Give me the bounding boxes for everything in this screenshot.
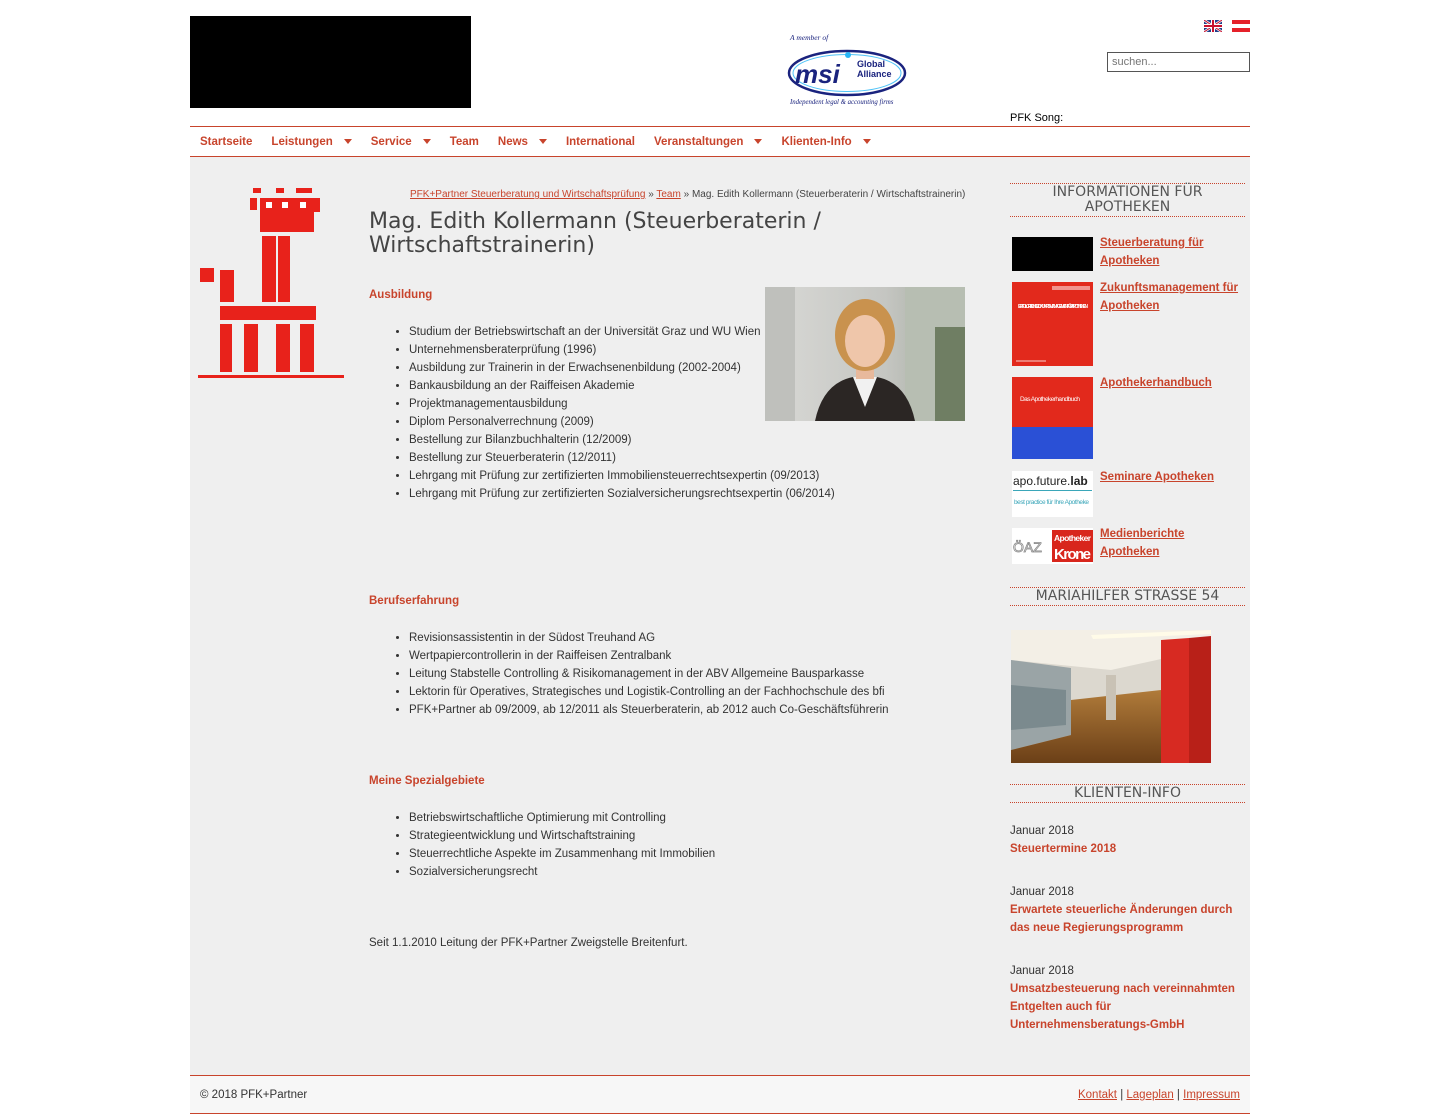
breadcrumb-separator: » (648, 189, 654, 200)
breadcrumb (410, 189, 965, 200)
chevron-down-icon (344, 139, 352, 144)
list-item: • Bankausbildung an der Raiffeisen Akademie (409, 377, 1199, 395)
pfk-emblem-logo (196, 186, 346, 380)
nav-label: Leistungen (271, 135, 333, 148)
news-title-link[interactable]: Umsatzbesteuerung nach vereinnahmten Entgelten auch für Unternehmensberatungs-GmbH (1010, 983, 1235, 1031)
list-item: • Wertpapiercontrollerin in der Raiffeisen Zentralbank (409, 647, 1029, 665)
list-item: • PFK+Partner ab 09/2009, ab 12/2011 als Steuerberaterin, ab 2012 auch Co-Geschäftsführerin (409, 701, 1029, 719)
sidebar-link[interactable]: Zukunftsmanagement für Apotheken (1100, 282, 1239, 312)
news-title-link[interactable]: Steuertermine 2018 (1010, 843, 1117, 855)
footer-link-lageplan[interactable]: Lageplan (1126, 1089, 1174, 1101)
msi-wordmark: msi (795, 59, 840, 89)
list-item: • Lehrgang mit Prüfung zur zertifizierten Sozialversicherungsrechtsexpertin (06/2014) (409, 485, 1199, 503)
news-date: Januar 2018 (1010, 965, 1074, 977)
nav-international[interactable] (566, 136, 635, 148)
thumb-text: apo.future. (1013, 474, 1071, 488)
news-item (1010, 822, 1240, 858)
media-logos-thumbnail[interactable] (1012, 528, 1093, 564)
thumb-text: best practice für Ihre Apotheke (1014, 499, 1089, 506)
widget-title-pharmacy: INFORMATIONEN FÜR APOTHEKEN (1010, 183, 1245, 217)
sidebar-link[interactable]: Apothekerhandbuch (1100, 377, 1212, 389)
austrian-flag-icon[interactable] (1232, 20, 1250, 32)
page-title: Mag. Edith Kollermann (Steuerberaterin / Wirtschaftstrainerin) (369, 209, 821, 258)
footer-link-kontakt[interactable]: Kontakt (1077, 1089, 1117, 1101)
thumbnail[interactable] (1012, 237, 1093, 271)
svg-text:apo.future.lab (1013, 474, 1088, 488)
nav-startseite[interactable] (200, 136, 252, 148)
msi-alliance-text: Alliance (857, 69, 892, 79)
list-item: • Strategieentwicklung und Wirtschaftstraining (409, 827, 1029, 845)
nav-label: News (497, 135, 528, 148)
nav-service[interactable] (371, 136, 431, 148)
sidebar-item-apothekerhandbuch (1012, 374, 1244, 459)
pfk-song-label: PFK Song: (1010, 112, 1064, 124)
sidebar-item-seminare (1012, 468, 1244, 517)
search-input[interactable] (1107, 52, 1250, 72)
nav-label: International (565, 135, 635, 148)
thumb-text: ÖAZ (1013, 539, 1042, 555)
list-item: • Lehrgang mit Prüfung zur zertifizierten Immobiliensteuerrechtsexpertin (09/2013) (409, 467, 1199, 485)
main-navigation (190, 126, 1250, 157)
list-item: • Lektorin für Operatives, Strategisches und Logistik-Controlling an der Fachhochschule des bfi (409, 683, 1029, 701)
chevron-down-icon (423, 139, 431, 144)
list-item: • Unternehmensberaterprüfung (1996) (409, 341, 799, 359)
widget-title-address: MARIAHILFER STRASSE 54 (1010, 587, 1245, 606)
msi-member-text: A member of (790, 33, 829, 42)
footer-separator: | (1120, 1089, 1124, 1101)
book-cover-thumbnail[interactable] (1012, 377, 1093, 459)
sidebar-link[interactable]: Seminare Apotheken (1100, 471, 1214, 483)
news-item (1010, 962, 1240, 1034)
nav-label: Service (370, 135, 412, 148)
widget-title-klienten-info: KLIENTEN-INFO (1010, 784, 1245, 803)
thumb-text: Apotheker (1054, 533, 1091, 543)
nav-label: Veranstaltungen (653, 135, 744, 148)
nav-team[interactable] (450, 136, 479, 148)
sidebar-item-zukunftsmanagement (1012, 279, 1244, 366)
msi-global-text: Global (857, 59, 886, 69)
nav-label: Startseite (200, 135, 253, 148)
list-item: • Revisionsassistentin in der Südost Treuhand AG (409, 629, 1029, 647)
footer-separator: | (1176, 1089, 1180, 1101)
thumb-text: Krone (1054, 546, 1091, 563)
list-item: • Diplom Personalverrechnung (2009) (409, 413, 1199, 431)
list-item: • Bestellung zur Bilanzbuchhalterin (12/2009) (409, 431, 1199, 449)
list-item: • Studium der Betriebswirtschaft an der Universität Graz und WU Wien (409, 323, 799, 341)
office-photo (1011, 630, 1211, 763)
sidebar-item-medienberichte (1012, 525, 1244, 564)
spezialgebiete-list (369, 809, 1029, 881)
nav-klienten-info[interactable] (781, 136, 870, 148)
berufserfahrung-list (369, 629, 1029, 719)
msi-tagline: Independent legal & accounting firms (790, 99, 894, 106)
list-item: • Bestellung zur Steuerberaterin (12/2011) (409, 449, 1199, 467)
copyright-text: © 2018 PFK+Partner (200, 1089, 308, 1101)
footer-links (1078, 1089, 1240, 1101)
sidebar-link[interactable]: Steuerberatung für Apotheken (1100, 237, 1204, 267)
list-item: • Betriebswirtschaftliche Optimierung mit Controlling (409, 809, 1029, 827)
thumb-text: Das Apothekerhandbuch (1020, 396, 1080, 403)
chevron-down-icon (863, 139, 871, 144)
section-heading-berufserfahrung: Berufserfahrung (369, 595, 460, 607)
book-cover-thumbnail[interactable] (1012, 282, 1093, 366)
footer (190, 1075, 1250, 1114)
list-item: • Leitung Stabstelle Controlling & Risikomanagement in der ABV Allgemeine Bausparkasse (409, 665, 1029, 683)
nav-label: Team (449, 135, 479, 148)
nav-veranstaltungen[interactable] (654, 136, 762, 148)
chevron-down-icon (539, 139, 547, 144)
news-date: Januar 2018 (1010, 825, 1074, 837)
footer-link-impressum[interactable]: Impressum (1183, 1089, 1240, 1101)
nav-leistungen[interactable] (271, 136, 351, 148)
list-item: • Steuerrechtliche Aspekte im Zusammenhang mit Immobilien (409, 845, 1029, 863)
thumb-text: lab (1070, 474, 1088, 488)
list-item: • Projektmanagementausbildung (409, 395, 1199, 413)
thumb-text: ERFOLGREICHES ZUKUNFTSMANAGEMENT FÜR APOTHEKEN (1018, 304, 1088, 310)
chevron-down-icon (754, 139, 762, 144)
sidebar-link[interactable]: Medienberichte Apotheken (1100, 528, 1185, 558)
nav-news[interactable] (498, 136, 547, 148)
breadcrumb-home-link[interactable]: PFK+Partner Steuerberatung und Wirtschaftsprüfung (410, 189, 646, 200)
closing-text: Seit 1.1.2010 Leitung der PFK+Partner Zweigstelle Breitenfurt. (369, 937, 688, 949)
breadcrumb-separator: » (683, 189, 690, 200)
list-item: • Ausbildung zur Trainerin in der Erwachsenenbildung (2002-2004) (409, 359, 799, 377)
breadcrumb-team-link[interactable]: Team (656, 189, 681, 200)
news-title-link[interactable]: Erwartete steuerliche Änderungen durch das neue Regierungsprogramm (1010, 904, 1233, 934)
news-date: Januar 2018 (1010, 886, 1074, 898)
sidebar-item-steuerberatung (1012, 234, 1244, 271)
ausbildung-list (369, 323, 835, 503)
english-flag-icon[interactable] (1204, 20, 1222, 32)
news-item (1010, 883, 1240, 937)
breadcrumb-current: Mag. Edith Kollermann (Steuerberaterin / Wirtschaftstrainerin) (691, 189, 966, 200)
section-heading-ausbildung: Ausbildung (369, 289, 433, 301)
msi-global-alliance-logo[interactable] (787, 32, 913, 108)
company-logo-redacted[interactable] (190, 16, 471, 108)
section-heading-spezialgebiete: Meine Spezialgebiete (369, 775, 485, 787)
nav-label: Klienten-Info (781, 135, 852, 148)
apo-future-lab-thumbnail[interactable] (1012, 471, 1093, 517)
list-item: • Sozialversicherungsrecht (409, 863, 1029, 881)
